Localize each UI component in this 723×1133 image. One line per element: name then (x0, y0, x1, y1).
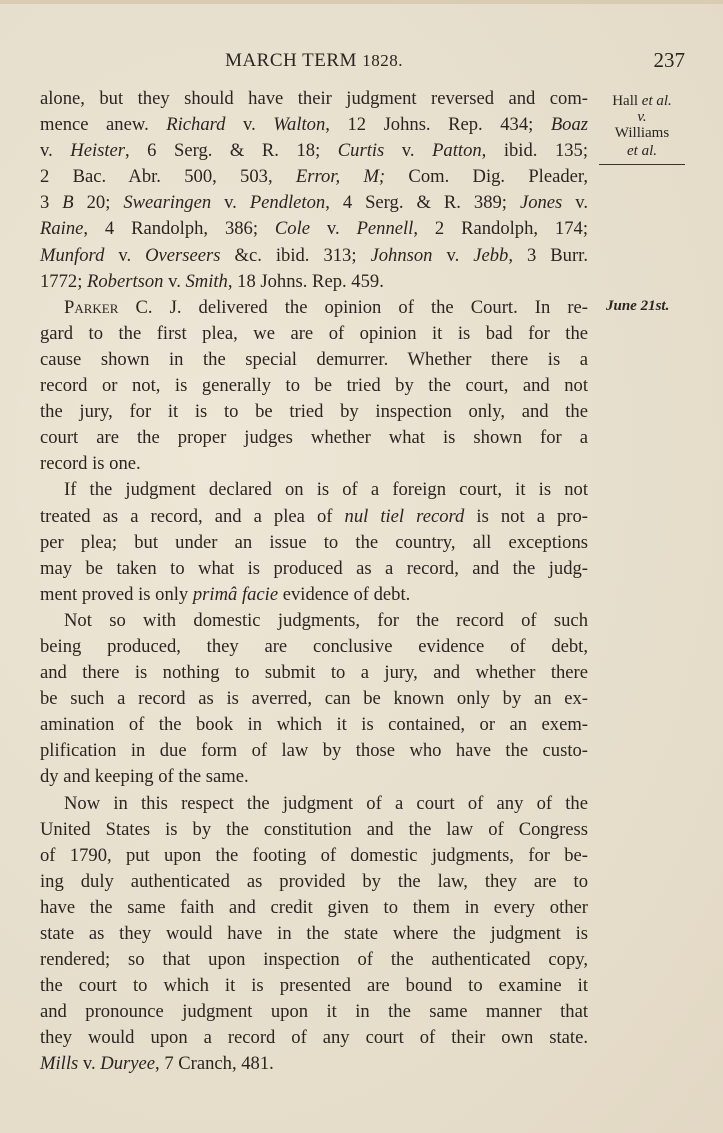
text-run: v. (40, 140, 71, 162)
text-line (40, 530, 588, 556)
running-head-title: MARCH TERM (225, 50, 357, 71)
text-line (40, 686, 588, 712)
text-line (40, 164, 588, 190)
italic-run: Smith (185, 270, 228, 292)
text-line (40, 451, 588, 477)
margin-line-1 (596, 92, 688, 110)
text-run: If the judgment declared on is of a foreign court, it is not (64, 479, 588, 501)
text-run: 2 Bac. Abr. 500, 503, (40, 166, 296, 188)
text-run: 20; (73, 192, 124, 214)
text-run: record or not, is generally to be tried by the court, and not (40, 375, 588, 397)
running-head (40, 50, 588, 72)
italic-run: Robertson (87, 270, 164, 292)
text-line (40, 869, 588, 895)
text-run: 3 (40, 192, 63, 214)
italic-run: Duryee (100, 1053, 156, 1075)
text-run: , 4 Serg. & R. 389; (325, 192, 520, 214)
running-head-year: 1828. (362, 51, 403, 70)
text-line (40, 791, 588, 817)
text-line (40, 477, 588, 503)
page-header (40, 48, 685, 76)
text-line (40, 269, 588, 295)
italic-run: Johnson (370, 244, 433, 266)
text-run: , 7 Cranch, 481. (155, 1053, 274, 1075)
text-run: rendered; so that upon inspection of the authenticated copy, (40, 949, 588, 971)
text-line (40, 399, 588, 425)
text-run: be such a record as is averred, can be known only by an ex- (40, 688, 588, 710)
page-number: 237 (653, 48, 685, 72)
text-line (40, 817, 588, 843)
text-line (40, 138, 588, 164)
text-line (40, 373, 588, 399)
italic-run: Boaz (550, 114, 588, 136)
text-run: v. (562, 192, 588, 214)
italic-run: Walton (273, 114, 326, 136)
text-run: United States is by the constitution and the law of Congress (40, 818, 588, 840)
text-run: they would upon a record of any court of their own state. (40, 1027, 588, 1049)
text-line (40, 504, 588, 530)
text-run: amination of the book in which it is contained, or an exem- (40, 714, 588, 736)
text-run: , 6 Serg. & R. 18; (125, 140, 338, 162)
text-run: v. (384, 140, 433, 162)
text-run: cause shown in the special demurrer. Whether there is a (40, 348, 588, 370)
italic-run: Overseers (145, 244, 221, 266)
text-line (40, 895, 588, 921)
text-run: Com. Dig. Pleader, (385, 166, 588, 188)
text-run: mence anew. (40, 114, 167, 136)
text-run: , 12 Johns. Rep. 434; (325, 114, 551, 136)
italic-run: Jebb (473, 244, 509, 266)
text-run: per plea; but under an issue to the country, all exceptions (40, 531, 588, 553)
text-run: and pronounce judgment upon it in the same manner that (40, 1001, 588, 1023)
small-caps-run: Parker (64, 296, 119, 318)
text-run: C. J. delivered the opinion of the Court. In re- (118, 296, 588, 318)
text-run: v. (211, 192, 250, 214)
text-run: v. (432, 244, 474, 266)
text-line (40, 582, 588, 608)
italic-run: Curtis (337, 140, 385, 162)
text-run: , 2 Randolph, 174; (413, 218, 588, 240)
margin-rule (599, 164, 685, 165)
italic-run: Heister (70, 140, 126, 162)
italic-run: Raine (40, 218, 84, 240)
text-run: and there is nothing to submit to a jury, and whether there (40, 662, 588, 684)
italic-run: Error, M; (295, 166, 386, 188)
margin-party-2: Williams (614, 125, 670, 141)
italic-run: Patton (432, 140, 482, 162)
italic-run: Pendleton (249, 192, 326, 214)
text-run: v. (310, 218, 357, 240)
text-run: plification in due form of law by those who have the custo- (40, 740, 588, 762)
text-line (40, 321, 588, 347)
text-run: being produced, they are conclusive evidence of debt, (40, 635, 588, 657)
italic-run: Mills (40, 1053, 79, 1075)
text-run: , 4 Randolph, 386; (83, 218, 275, 240)
margin-party-1: Hall (612, 93, 639, 109)
italic-run: nul tiel record (344, 505, 465, 527)
text-line (40, 634, 588, 660)
text-run: the court to which it is presented are bound to examine it (40, 975, 588, 997)
text-run: dy and keeping of the same. (40, 766, 249, 788)
text-line (40, 738, 588, 764)
text-line (40, 921, 588, 947)
text-run: , 18 Johns. Rep. 459. (227, 270, 384, 292)
margin-et-al-1: et al. (641, 93, 672, 109)
text-run: is not a pro- (464, 505, 588, 527)
italic-run: B (62, 192, 74, 214)
italic-run: Swearingen (123, 192, 212, 214)
text-run: ing duly authenticated as provided by the law, they are to (40, 870, 588, 892)
text-run: have the same faith and credit given to them in every other (40, 896, 588, 918)
text-run: gard to the first plea, we are of opinion it is bad for the (40, 322, 588, 344)
margin-et-al-2: et al. (627, 143, 657, 159)
italic-run: Cole (274, 218, 311, 240)
text-run: evidence of debt. (278, 583, 411, 605)
text-line (40, 347, 588, 373)
margin-versus: v. (637, 109, 647, 125)
text-line (40, 1025, 588, 1051)
text-run: , ibid. 135; (481, 140, 588, 162)
text-line (40, 712, 588, 738)
text-run: v. (78, 1053, 101, 1075)
body-text (40, 86, 588, 1078)
italic-run: Pennell (356, 218, 414, 240)
text-run: of 1790, put upon the footing of domestic judgments, for be- (40, 844, 588, 866)
text-line (40, 660, 588, 686)
text-run: &c. ibid. 313; (220, 244, 371, 266)
text-line (40, 999, 588, 1025)
text-run: v. (225, 114, 274, 136)
text-run: may be taken to what is produced as a record, and the judg- (40, 557, 588, 579)
text-run: v. (163, 270, 186, 292)
text-run: v. (104, 244, 146, 266)
text-line (40, 608, 588, 634)
text-line (40, 947, 588, 973)
italic-run: primâ facie (192, 583, 279, 605)
text-run: 1772; (40, 270, 88, 292)
text-run: the jury, for it is to be tried by inspection only, and the (40, 401, 588, 423)
text-line (40, 295, 588, 321)
text-run: Now in this respect the judgment of a court of any of the (64, 792, 588, 814)
text-run: Not so with domestic judgments, for the record of such (64, 609, 588, 631)
text-line (40, 216, 588, 242)
text-run: alone, but they should have their judgment reversed and com- (40, 88, 588, 109)
text-run: ment proved is only (40, 583, 193, 605)
text-run: court are the proper judges whether what is shown for a (40, 427, 588, 449)
text-line (40, 425, 588, 451)
text-run: state as they would have in the state where the judgment is (40, 923, 588, 944)
text-line (40, 843, 588, 869)
margin-case-title (596, 92, 688, 165)
text-run: record is one. (40, 453, 141, 475)
page-top-edge (0, 0, 723, 4)
text-line (40, 112, 588, 138)
italic-run: Jones (519, 192, 563, 214)
text-line (40, 86, 588, 112)
text-line (40, 556, 588, 582)
text-line (40, 243, 588, 269)
margin-date: June 21st. (606, 298, 670, 314)
italic-run: Richard (166, 114, 226, 136)
text-run: , 3 Burr. (508, 244, 588, 266)
text-line (40, 1051, 588, 1077)
text-run: treated as a record, and a plea of (40, 505, 345, 527)
text-line (40, 973, 588, 999)
italic-run: Munford (40, 244, 105, 266)
text-line (40, 190, 588, 216)
text-line (40, 764, 588, 790)
